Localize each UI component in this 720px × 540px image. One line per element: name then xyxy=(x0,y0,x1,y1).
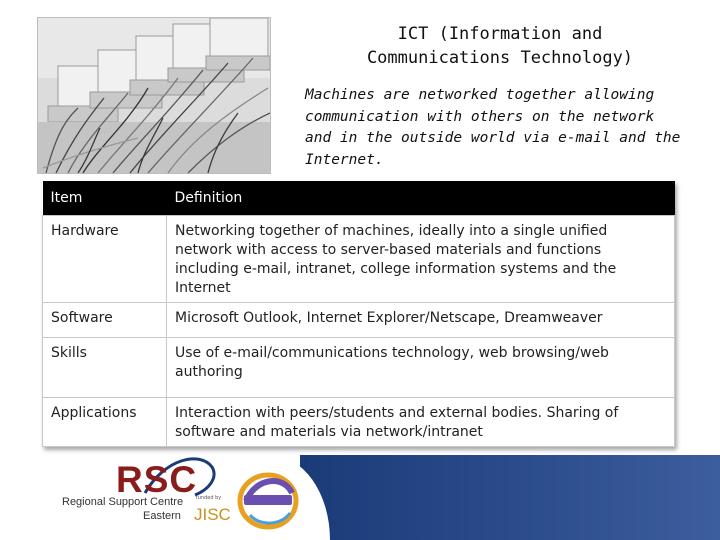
footer-blue-bar xyxy=(300,455,720,540)
table-row xyxy=(43,398,675,447)
table-row xyxy=(43,303,675,338)
definitions-table xyxy=(42,181,675,447)
rsc-subtitle: Regional Support Centre xyxy=(62,496,184,508)
rsc-region: Eastern xyxy=(143,510,181,522)
table-row xyxy=(43,216,675,303)
cell-definition: Microsoft Outlook, Internet Explorer/Netscape, Dreamweaver xyxy=(167,303,675,338)
cell-definition: Interaction with peers/students and external bodies. Sharing of software and materials via network/intranet xyxy=(167,398,675,447)
slide-title: ICT (Information and Communications Technology) xyxy=(366,24,634,68)
cell-item: Applications xyxy=(43,398,167,447)
jisc-logo: JISC xyxy=(194,505,231,524)
header-item: Item xyxy=(43,181,167,216)
networked-computers-photo xyxy=(37,17,271,174)
cell-definition: Networking together of machines, ideally into a single unified network with access to server-based materials and functions including e-mail, intranet, college information systems and the Internet xyxy=(167,216,675,303)
cell-item: Software xyxy=(43,303,167,338)
cell-item: Hardware xyxy=(43,216,167,303)
footer-banner xyxy=(0,455,720,540)
jisc-prefix: funded by xyxy=(196,495,222,501)
header-definition: Definition xyxy=(167,181,675,216)
rsc-logo: RSC xyxy=(116,459,198,500)
cell-item: Skills xyxy=(43,338,167,398)
slide-description: Machines are networked together allowing communication with others on the network and in the outside world via e-mail and the Internet. xyxy=(305,87,681,168)
table-header-row xyxy=(43,181,675,216)
e-learning-logo-icon xyxy=(236,467,300,531)
table-row xyxy=(43,338,675,398)
cell-definition: Use of e-mail/communications technology, web browsing/web authoring xyxy=(167,338,675,398)
